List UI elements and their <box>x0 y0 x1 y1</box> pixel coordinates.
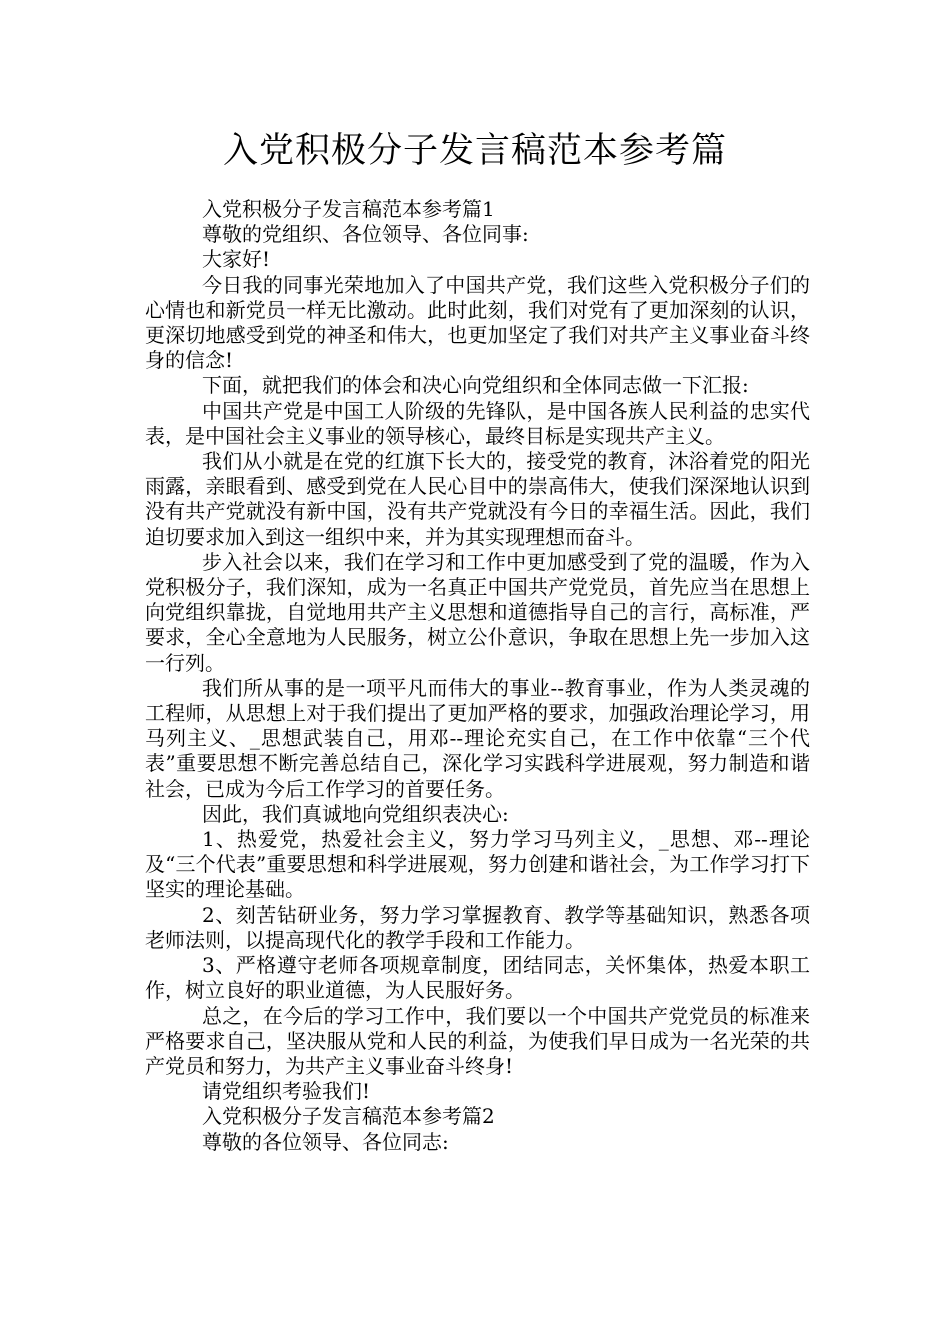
paragraph-salutation: 尊敬的各位领导、各位同志: <box>202 1129 449 1154</box>
paragraph: 总之，在今后的学习工作中，我们要以一个中国共产党党员的标准来严格要求自己，坚决服从党和人民的利益，为使我们早日成为一名光荣的共产党员和努力，为共产主义事业奋斗终身! <box>145 1003 810 1078</box>
paragraph: 我们所从事的是一项平凡而伟大的事业--教育事业，作为人类灵魂的工程师，从思想上对于我们提出了更加严格的要求，加强政治理论学习，用马列主义、_思想武装自己，用邓--理论充实自己，在工作中依靠“三个代表”重要思想不断完善总结自己，深化学习实践科学进展观，努力制造和谐社会，已成为今后工作学习的首要任务。 <box>145 675 810 801</box>
document-title: 入党积极分子发言稿范本参考篇 <box>222 131 727 171</box>
paragraph: 我们从小就是在党的红旗下长大的，接受党的教育，沐浴着党的阳光雨露，亲眼看到、感受到党在人民心目中的崇高伟大，使我们深深地认识到没有共产党就没有新中国，没有共产党就没有今日的幸福生活。因此，我们迫切要求加入到这一组织中来，并为其实现理想而奋斗。 <box>145 449 810 549</box>
paragraph: 步入社会以来，我们在学习和工作中更加感受到了党的温暖，作为入党积极分子，我们深知，成为一名真正中国共产党党员，首先应当在思想上向党组织靠拢，自觉地用共产主义思想和道德指导自己的言行，高标准，严要求，全心全意地为人民服务，树立公仆意识，争取在思想上先一步加入这一行列。 <box>145 549 810 675</box>
paragraph-heading-part-2: 入党积极分子发言稿范本参考篇2 <box>202 1104 495 1129</box>
paragraph-salutation: 尊敬的党组织、各位领导、各位同事: <box>202 222 529 247</box>
paragraph: 因此，我们真诚地向党组织表决心: <box>202 801 509 826</box>
paragraph-pledge-1: 1、热爱党，热爱社会主义，努力学习马列主义，_思想、邓--理论及“三个代表”重要思想和科学进展观，努力创建和谐社会，为工作学习打下坚实的理论基础。 <box>145 827 810 902</box>
paragraph-pledge-2: 2、刻苦钻研业务，努力学习掌握教育、教学等基础知识，熟悉各项老师法则，以提高现代化的教学手段和工作能力。 <box>145 902 810 952</box>
paragraph-pledge-3: 3、严格遵守老师各项规章制度，团结同志，关怀集体，热爱本职工作，树立良好的职业道德，为人民服好务。 <box>145 953 810 1003</box>
paragraph: 请党组织考验我们! <box>202 1079 371 1104</box>
paragraph: 今日我的同事光荣地加入了中国共产党，我们这些入党积极分子们的心情也和新党员一样无比激动。此时此刻，我们对党有了更加深刻的认识，更深切地感受到党的神圣和伟大，也更加坚定了我们对共产主义事业奋斗终身的信念! <box>145 272 810 373</box>
paragraph: 中国共产党是中国工人阶级的先锋队，是中国各族人民利益的忠实代表，是中国社会主义事业的领导核心，最终目标是实现共产主义。 <box>145 398 810 448</box>
paragraph-heading-part-1: 入党积极分子发言稿范本参考篇1 <box>202 197 495 221</box>
document-body <box>145 197 810 1155</box>
paragraph-greeting: 大家好! <box>202 247 271 272</box>
paragraph: 下面，就把我们的体会和决心向党组织和全体同志做一下汇报: <box>202 373 749 398</box>
